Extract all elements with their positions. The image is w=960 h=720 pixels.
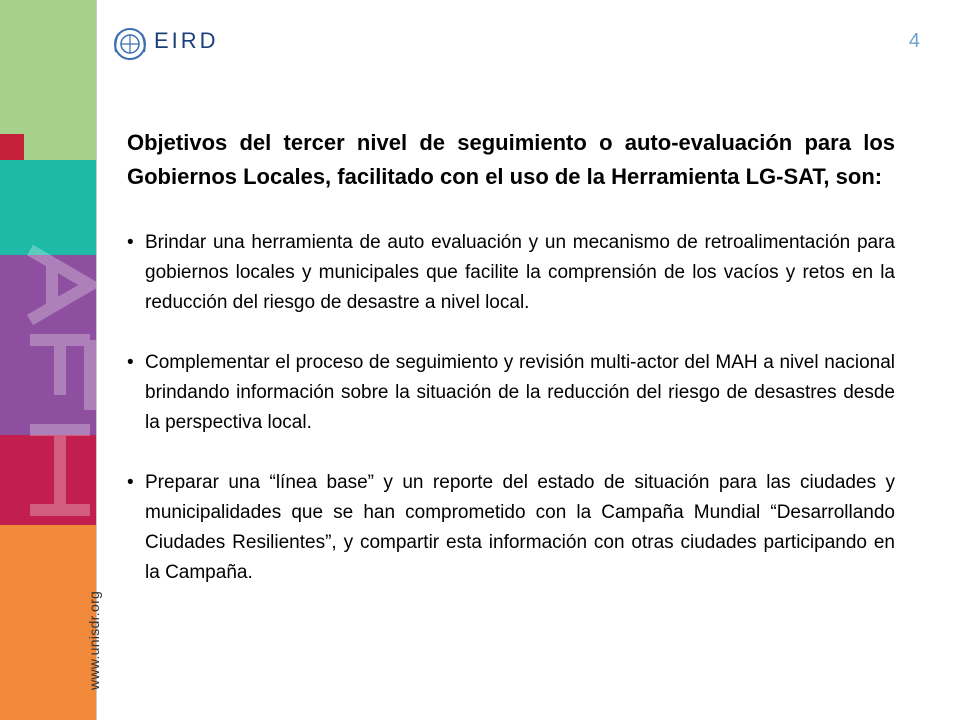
objectives-list	[127, 228, 895, 588]
page-number: 4	[908, 30, 920, 52]
side-color-band	[0, 0, 96, 720]
bullet-text: Brindar una herramienta de auto evaluación y un mecanismo de retroalimentación para gobiernos locales y municipales que facilite la comprensión de los vacíos y retos en la reducción del riesgo de desastre a nivel local.	[145, 232, 895, 313]
bullet-icon: •	[127, 472, 134, 493]
eird-logo-text: EIRD	[154, 28, 219, 53]
website-url: www.unisdr.org	[86, 590, 102, 690]
slide-content	[127, 126, 895, 618]
bullet-text: Preparar una “línea base” y un reporte del estado de situación para las ciudades y municipalidades que se han comprometido con la Campaña Mundial “Desarrollando Ciudades Resilientes”, y compartir esta información con otras ciudades participando en la Campaña.	[145, 472, 895, 583]
bullet-text: Complementar el proceso de seguimiento y revisión multi-actor del MAH a nivel nacional brindando información sobre la situación de la reducción del riesgo de desastres desde la perspectiva local.	[145, 352, 895, 433]
list-item	[127, 228, 895, 318]
slide-heading: Objetivos del tercer nivel de seguimiento o auto-evaluación para los Gobiernos Locales, facilitado con el uso de la Herramienta LG-SAT, son:	[127, 130, 895, 189]
bullet-icon: •	[127, 232, 134, 253]
list-item	[127, 468, 895, 588]
list-item	[127, 348, 895, 438]
bullet-icon: •	[127, 352, 134, 373]
